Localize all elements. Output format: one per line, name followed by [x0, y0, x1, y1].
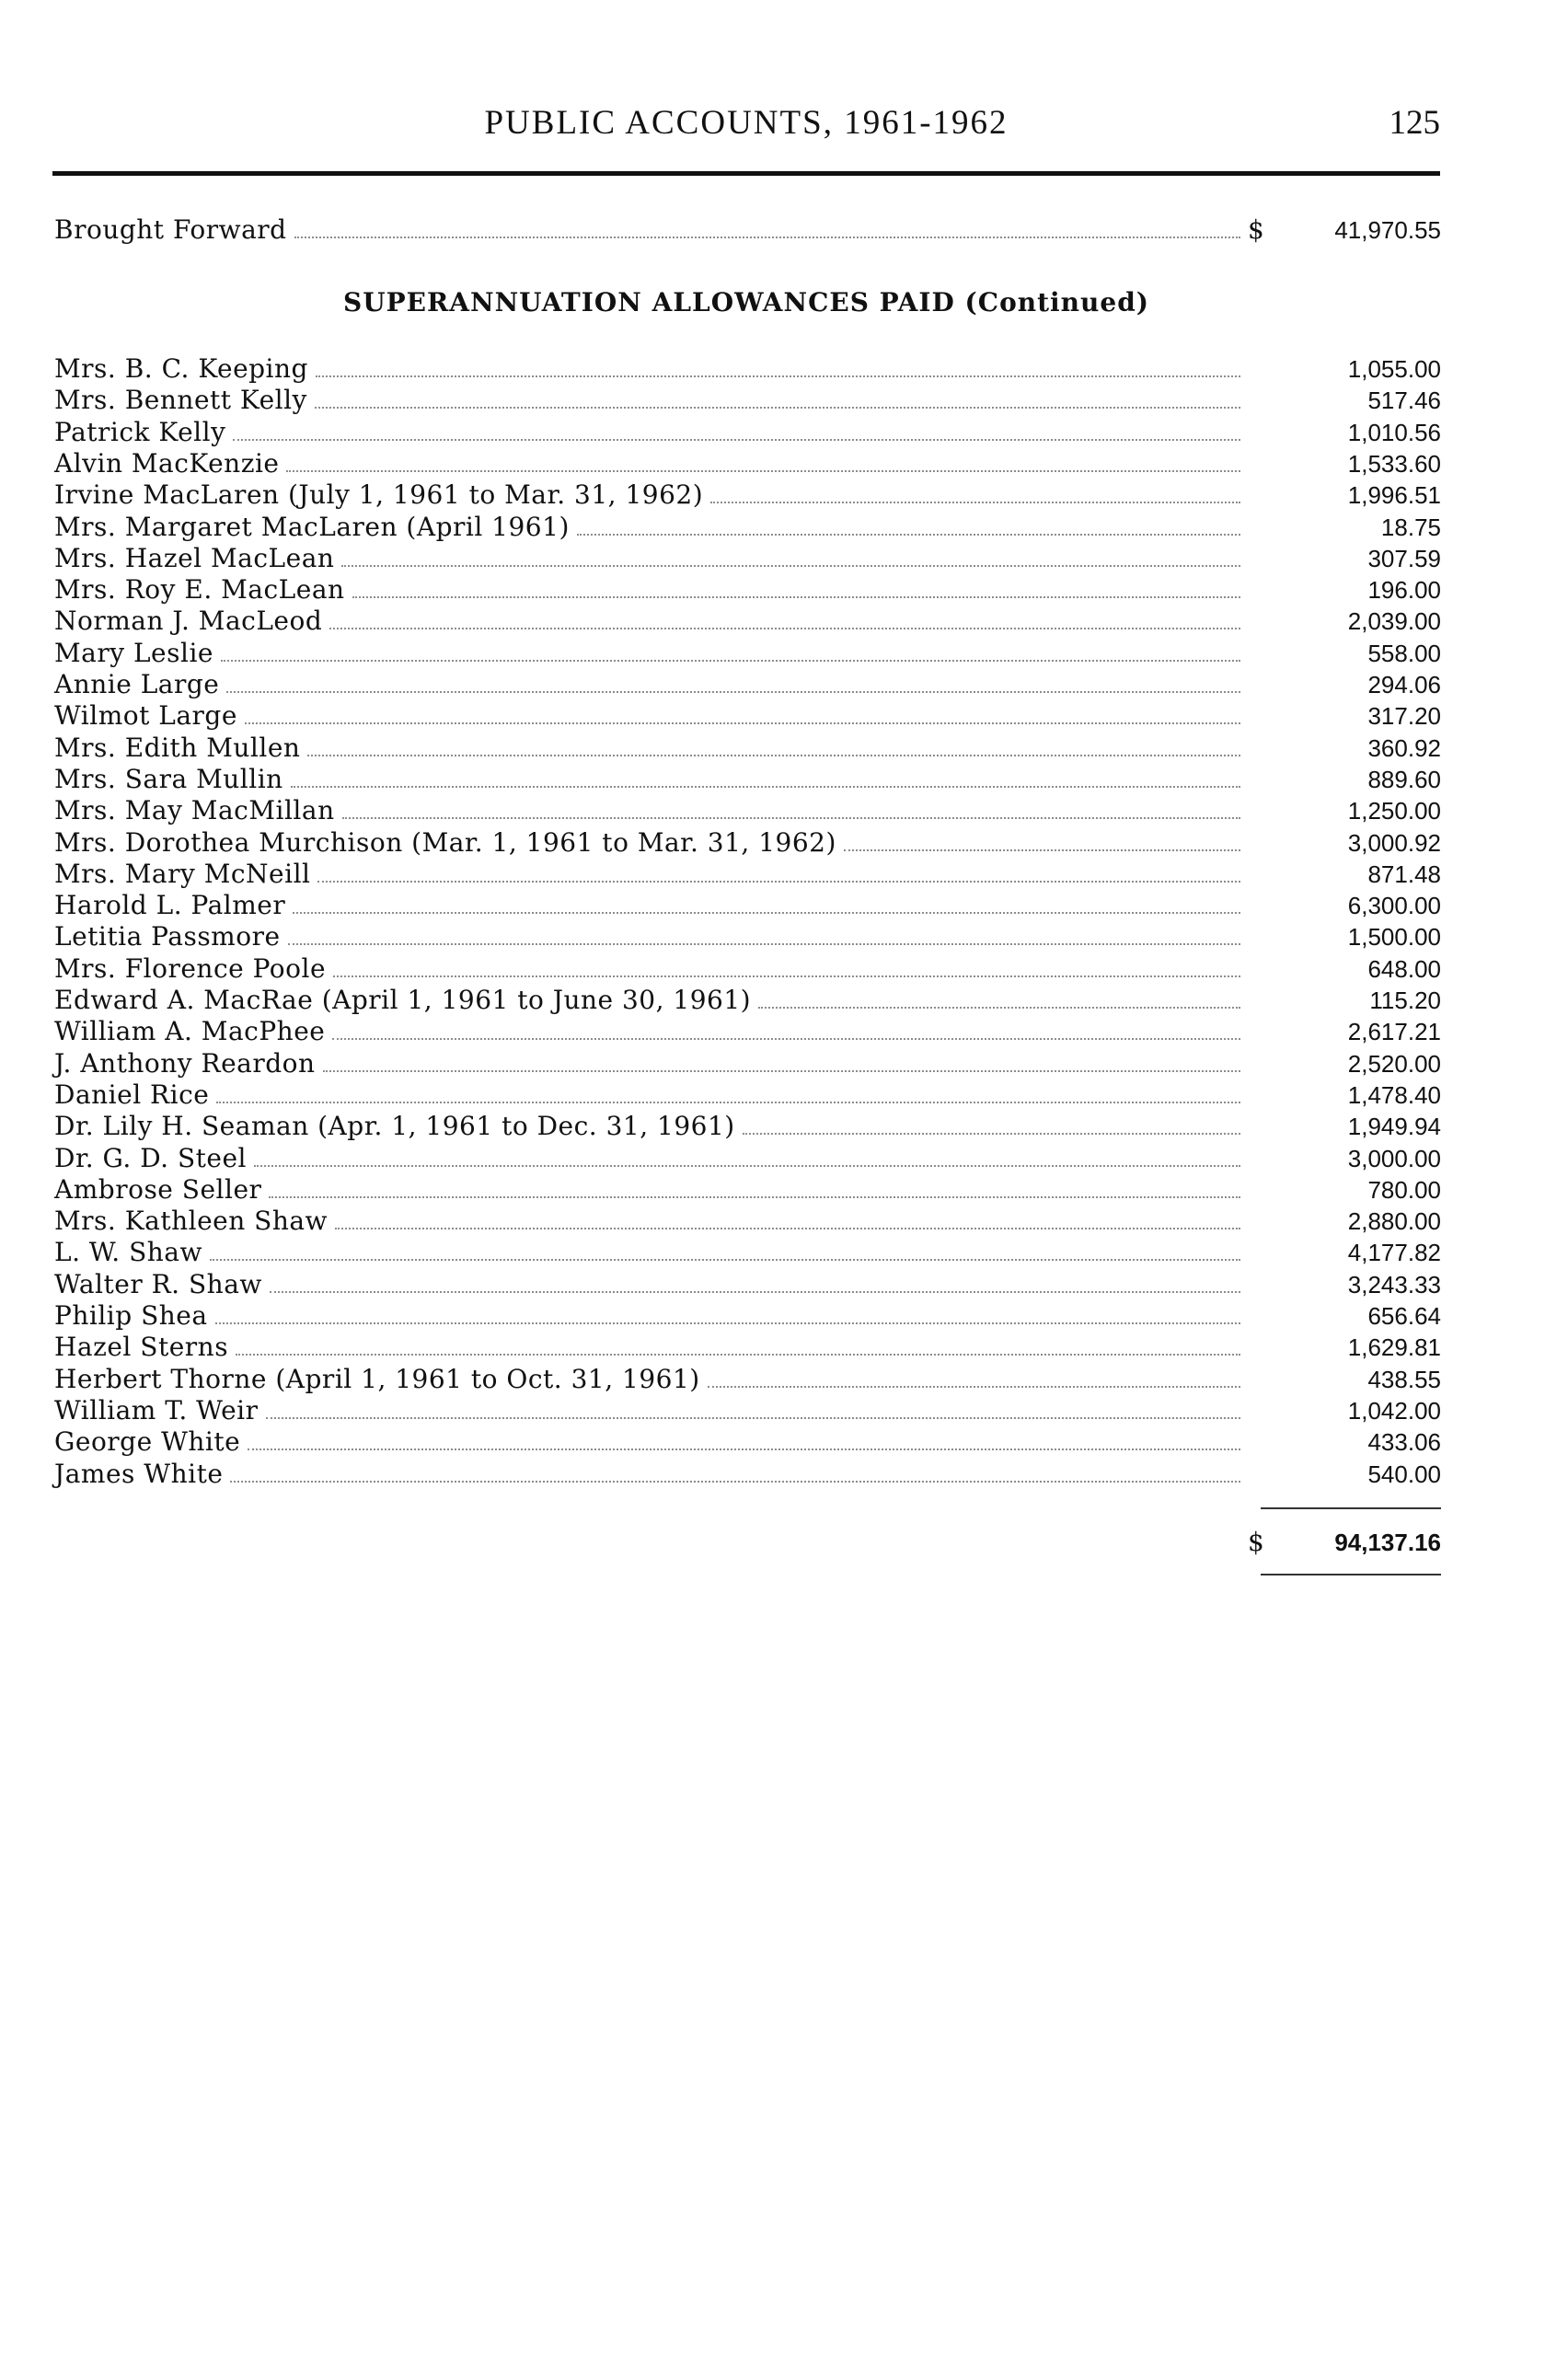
list-item [54, 638, 1441, 669]
dot-leader [315, 407, 1240, 409]
dot-leader [254, 1165, 1240, 1167]
list-item [54, 953, 1441, 985]
entry-amount: 360.92 [1367, 733, 1441, 762]
dot-leader [317, 881, 1240, 883]
dot-leader [286, 470, 1240, 472]
entry-name: Patrick Kelly [54, 416, 226, 447]
entry-name: William T. Weir [54, 1394, 259, 1425]
entry-amount: 2,880.00 [1347, 1207, 1441, 1236]
entry-name: Alvin MacKenzie [54, 447, 280, 479]
entry-name: Annie Large [54, 669, 220, 699]
total-rule-bottom [1261, 1574, 1441, 1575]
entry-name: J. Anthony Reardon [54, 1047, 316, 1079]
total-amount: 94,137.16 [1334, 1529, 1441, 1556]
list-item [54, 795, 1441, 826]
entry-amount: 558.00 [1367, 639, 1441, 667]
entry-amount: 1,629.81 [1347, 1333, 1441, 1362]
header-rule [52, 171, 1440, 176]
entry-name: Mary Leslie [54, 637, 213, 668]
entry-name: Walter R. Shaw [54, 1268, 262, 1299]
list-item [54, 921, 1441, 952]
list-item [54, 1174, 1441, 1206]
entry-name: Norman J. MacLeod [54, 606, 323, 637]
entry-amount: 3,000.00 [1347, 1144, 1441, 1172]
list-item [54, 1300, 1441, 1332]
list-item [54, 1364, 1441, 1395]
dot-leader [844, 849, 1240, 851]
dot-leader [216, 1102, 1240, 1103]
entry-amount: 2,039.00 [1347, 607, 1441, 636]
entry-amount: 656.64 [1367, 1302, 1441, 1330]
entry-name: Mrs. Roy E. MacLean [54, 574, 345, 606]
dot-leader [758, 1007, 1240, 1009]
dot-leader [333, 975, 1240, 977]
entry-name: Mrs. Florence Poole [54, 952, 327, 984]
dot-leader [210, 1259, 1240, 1261]
entry-name: Letitia Passmore [54, 921, 281, 952]
list-item [54, 353, 1441, 385]
entry-amount: 4,177.82 [1347, 1239, 1441, 1267]
total-rule-top [1261, 1507, 1441, 1509]
list-item [54, 574, 1441, 606]
entry-name: George White [54, 1426, 241, 1458]
entry-name: Edward A. MacRae (April 1, 1961 to June 30, 1961) [54, 985, 752, 1015]
list-item [54, 700, 1441, 732]
entry-amount: 307.59 [1367, 544, 1441, 572]
list-item [54, 448, 1441, 479]
dot-leader [236, 1354, 1240, 1356]
dot-leader [323, 1070, 1240, 1072]
entry-name: William A. MacPhee [54, 1016, 326, 1047]
dot-leader [294, 237, 1240, 238]
dot-leader [332, 1038, 1240, 1040]
total-currency: $ [1248, 1527, 1264, 1557]
entry-amount: 294.06 [1367, 671, 1441, 698]
entry-name: Wilmot Large [54, 700, 237, 732]
list-item [54, 1332, 1441, 1363]
brought-forward-row [54, 214, 1441, 246]
entry-name: Mrs. Sara Mullin [54, 763, 283, 794]
entry-amount: 517.46 [1367, 387, 1441, 415]
dot-leader [233, 439, 1240, 441]
entry-name: L. W. Shaw [54, 1237, 202, 1268]
entry-amount: 3,243.33 [1347, 1270, 1441, 1298]
entry-name: Hazel Sterns [54, 1332, 229, 1363]
entry-name: Philip Shea [54, 1300, 208, 1331]
list-item [54, 417, 1441, 448]
entry-amount: 115.20 [1369, 987, 1441, 1014]
dot-leader [341, 565, 1240, 567]
entry-name: Mrs. Kathleen Shaw [54, 1206, 329, 1237]
entry-name: Harold L. Palmer [54, 890, 286, 921]
list-item [54, 1237, 1441, 1268]
page-title: PUBLIC ACCOUNTS, 1961-1962 [484, 104, 1009, 142]
entry-name: Mrs. May MacMillan [54, 795, 335, 826]
list-item [54, 1111, 1441, 1142]
dot-leader [293, 912, 1240, 914]
list-item [54, 1143, 1441, 1174]
entry-amount: 1,500.00 [1347, 923, 1441, 952]
dot-leader [245, 722, 1240, 724]
dot-leader [266, 1417, 1240, 1419]
page-header [52, 103, 1440, 158]
entry-name: James White [54, 1458, 224, 1489]
entry-name: Irvine MacLaren (July 1, 1961 to Mar. 31, 1962) [54, 479, 704, 511]
entry-amount: 871.48 [1367, 860, 1441, 888]
list-item [54, 669, 1441, 700]
entry-amount: 317.20 [1367, 702, 1441, 731]
dot-leader [329, 628, 1240, 629]
entry-amount: 438.55 [1367, 1365, 1441, 1393]
entry-amount: 3,000.92 [1347, 828, 1441, 857]
list-item [54, 1016, 1441, 1047]
entry-amount: 889.60 [1367, 765, 1441, 793]
entry-amount: 1,478.40 [1347, 1080, 1441, 1109]
dot-leader [307, 755, 1240, 756]
dot-leader [221, 660, 1240, 662]
brought-forward-label: Brought Forward [54, 214, 287, 245]
dot-leader [291, 786, 1240, 788]
entry-amount: 2,520.00 [1347, 1049, 1441, 1078]
entry-amount: 648.00 [1367, 954, 1441, 983]
entry-name: Dr. Lily H. Seaman (Apr. 1, 1961 to Dec. 31, 1961) [54, 1111, 735, 1142]
page-number: 125 [1389, 104, 1440, 142]
entry-amount: 6,300.00 [1347, 892, 1441, 920]
entry-amount: 433.06 [1367, 1428, 1441, 1457]
dot-leader [352, 596, 1240, 598]
list-item [54, 764, 1441, 795]
entry-name: Mrs. Mary McNeill [54, 858, 311, 889]
dot-leader [226, 691, 1240, 693]
dot-leader [270, 1291, 1240, 1293]
entry-amount: 540.00 [1367, 1460, 1441, 1488]
entry-amount: 1,949.94 [1347, 1113, 1441, 1141]
entry-amount: 2,617.21 [1347, 1018, 1441, 1046]
entry-name: Herbert Thorne (April 1, 1961 to Oct. 31, 1961) [54, 1363, 700, 1394]
list-item [54, 1426, 1441, 1458]
list-item [54, 512, 1441, 543]
dot-leader [743, 1133, 1240, 1135]
total-row [54, 1527, 1441, 1558]
currency-symbol: $ [1248, 214, 1264, 245]
entry-name: Mrs. B. C. Keeping [54, 353, 308, 384]
dot-leader [248, 1448, 1240, 1450]
entry-name: Mrs. Dorothea Murchison (Mar. 1, 1961 to Mar. 31, 1962) [54, 826, 836, 858]
entry-amount: 1,996.51 [1347, 481, 1441, 510]
entry-amount: 1,055.00 [1347, 355, 1441, 383]
entry-name: Dr. G. D. Steel [54, 1142, 248, 1173]
list-item [54, 385, 1441, 416]
entry-amount: 1,533.60 [1347, 449, 1441, 478]
dot-leader [269, 1196, 1240, 1198]
list-item [54, 1206, 1441, 1237]
list-item [54, 1459, 1441, 1490]
dot-leader [335, 1228, 1240, 1229]
entry-name: Mrs. Bennett Kelly [54, 385, 307, 416]
dot-leader [577, 534, 1240, 536]
dot-leader [215, 1322, 1240, 1324]
brought-forward-amount: 41,970.55 [1334, 216, 1441, 244]
list-item [54, 1269, 1441, 1300]
list-item [54, 543, 1441, 574]
list-item [54, 479, 1441, 511]
list-item [54, 859, 1441, 890]
entry-amount: 18.75 [1380, 513, 1441, 541]
list-item [54, 1079, 1441, 1111]
dot-leader [342, 817, 1240, 819]
entry-name: Mrs. Margaret MacLaren (April 1961) [54, 511, 570, 542]
list-item [54, 985, 1441, 1016]
entry-name: Ambrose Seller [54, 1173, 262, 1205]
dot-leader [710, 502, 1240, 503]
dot-leader [316, 375, 1240, 377]
dot-leader [708, 1386, 1240, 1388]
entry-amount: 1,250.00 [1347, 797, 1441, 825]
entry-name: Mrs. Edith Mullen [54, 732, 301, 763]
list-item [54, 827, 1441, 859]
entry-amount: 1,010.56 [1347, 418, 1441, 446]
entry-name: Mrs. Hazel MacLean [54, 542, 335, 573]
section-title: SUPERANNUATION ALLOWANCES PAID (Continued) [342, 287, 1150, 317]
list-item [54, 1395, 1441, 1426]
entry-amount: 1,042.00 [1347, 1396, 1441, 1425]
dot-leader [288, 943, 1240, 945]
entry-amount: 780.00 [1367, 1175, 1441, 1204]
entry-name: Daniel Rice [54, 1079, 210, 1110]
list-item [54, 733, 1441, 764]
list-item [54, 1048, 1441, 1079]
list-item [54, 890, 1441, 921]
entry-amount: 196.00 [1367, 576, 1441, 605]
list-item [54, 606, 1441, 637]
dot-leader [230, 1481, 1240, 1483]
